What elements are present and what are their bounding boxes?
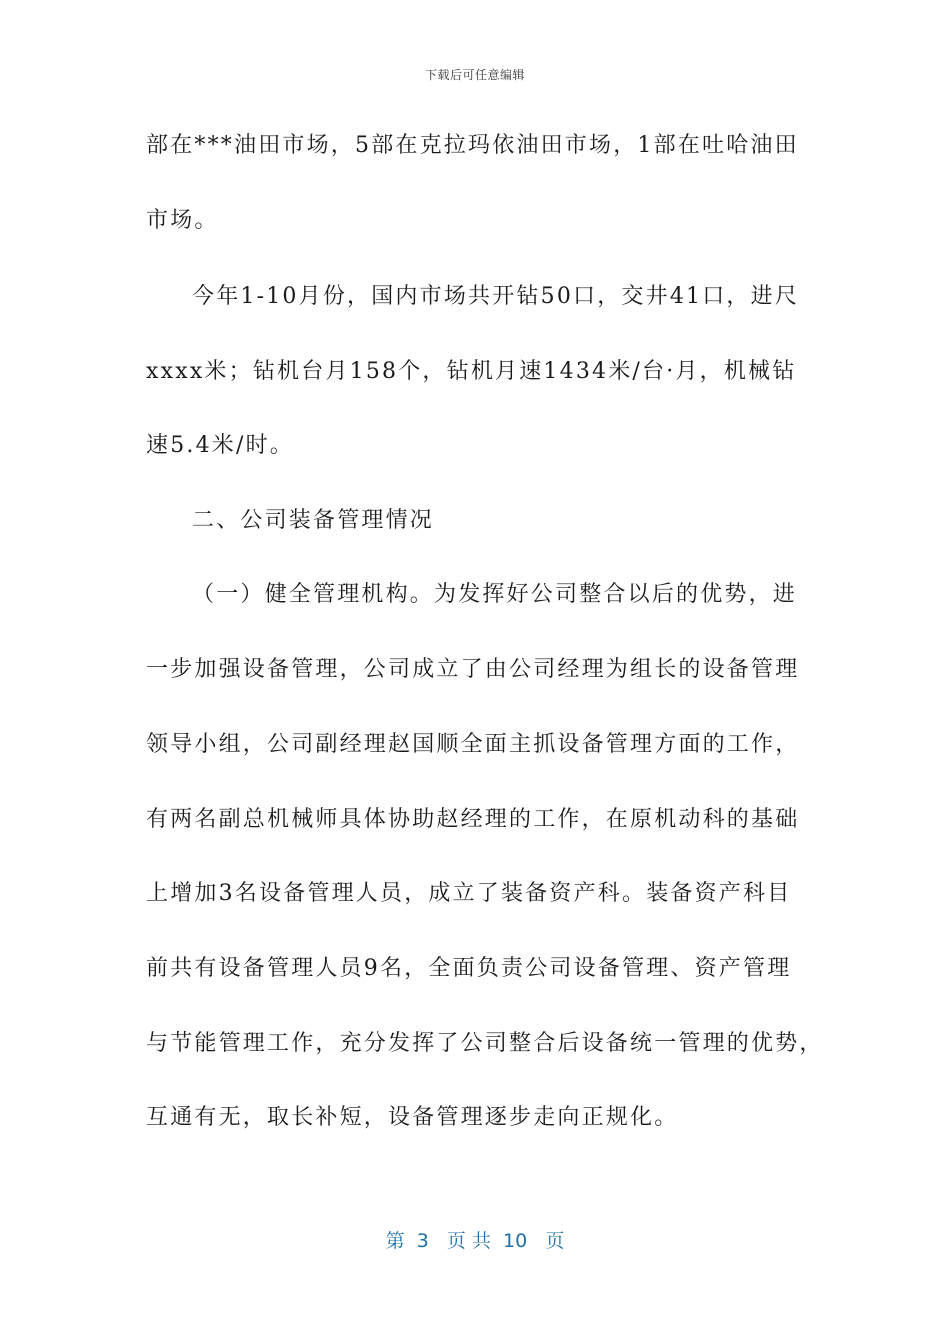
text-line: 有两名副总机械师具体协助赵经理的工作，在原机动科的基础 bbox=[146, 807, 800, 832]
text-line: 前共有设备管理人员9名，全面负责公司设备管理、资产管理 bbox=[146, 956, 792, 981]
text-line: 部在***油田市场，5部在克拉玛依油田市场，1部在吐哈油田 bbox=[146, 133, 799, 158]
text-line: 市场。 bbox=[146, 208, 219, 233]
paragraph-start-line: 今年1-10月份，国内市场共开钻50口，交井41口，进尺 bbox=[192, 284, 800, 309]
text-line: 一步加强设备管理，公司成立了由公司经理为组长的设备管理 bbox=[146, 657, 800, 682]
text-line: xxxx米；钻机台月158个，钻机月速1434米/台·月，机械钻 bbox=[146, 359, 797, 384]
page-number-footer: 第 3 页 共 10 页 bbox=[385, 1230, 565, 1252]
text-line: 互通有无，取长补短，设备管理逐步走向正规化。 bbox=[146, 1105, 679, 1130]
text-line: 上增加3名设备管理人员，成立了装备资产科。装备资产科目 bbox=[146, 881, 792, 906]
page-header: 下载后可任意编辑 bbox=[424, 68, 525, 82]
text-line: 速5.4米/时。 bbox=[146, 433, 294, 458]
section-heading: 二、公司装备管理情况 bbox=[192, 508, 435, 533]
text-line: 领导小组，公司副经理赵国顺全面主抓设备管理方面的工作， bbox=[146, 732, 800, 757]
text-line: 与节能管理工作，充分发挥了公司整合后设备统一管理的优势， bbox=[146, 1031, 824, 1056]
paragraph-start-line: （一）健全管理机构。为发挥好公司整合以后的优势，进 bbox=[192, 582, 798, 607]
